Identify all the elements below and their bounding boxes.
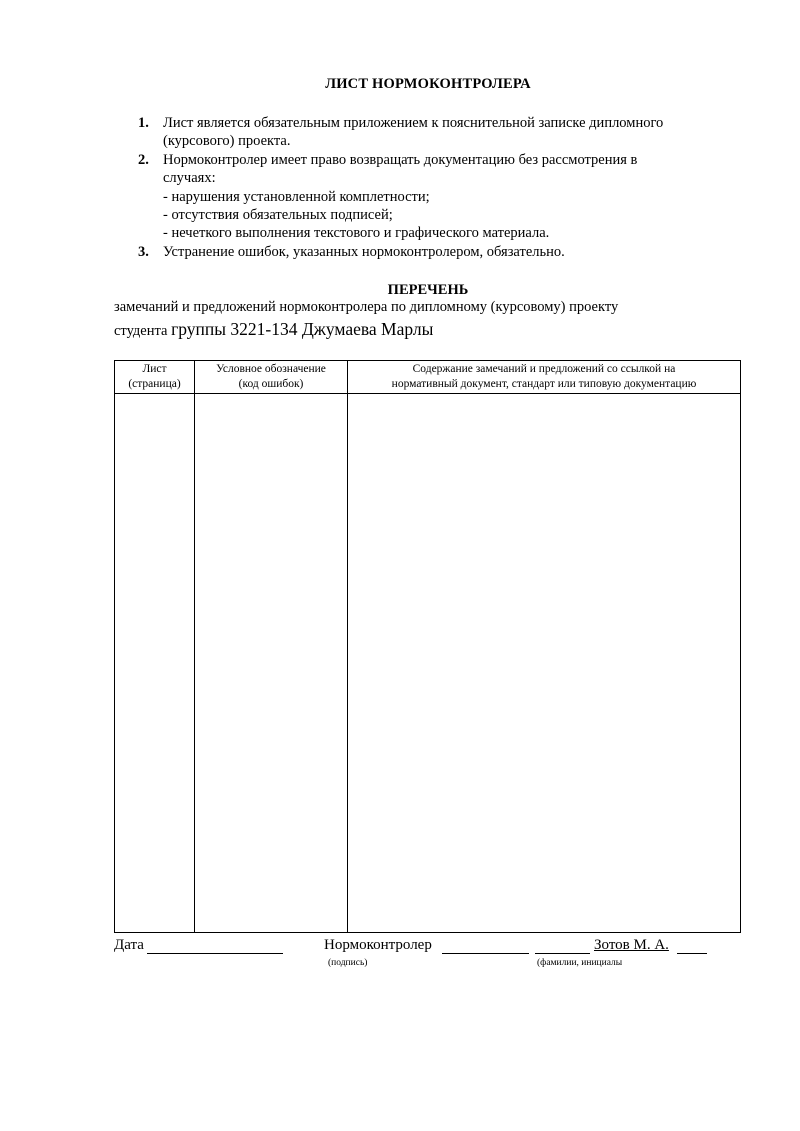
list-item-1 bbox=[138, 114, 738, 151]
item-sub-line: - отсутствия обязательных подписей; bbox=[163, 207, 393, 224]
item-text-line: (курсового) проекта. bbox=[163, 133, 291, 150]
student-line bbox=[114, 319, 433, 340]
table-header-content bbox=[348, 362, 740, 392]
footer-signatures bbox=[114, 937, 754, 977]
signature-field[interactable] bbox=[442, 939, 529, 954]
table-header-code bbox=[195, 362, 347, 392]
item-sub-line: - нечеткого выполнения текстового и графического материала. bbox=[163, 225, 550, 242]
table-header-divider bbox=[115, 393, 740, 394]
item-text-line: Лист является обязательным приложением к пояснительной записке дипломного bbox=[163, 115, 664, 131]
item-text-line: Устранение ошибок, указанных нормоконтролером, обязательно. bbox=[163, 243, 565, 260]
item-text-line: случаях: bbox=[163, 170, 216, 187]
table-column-divider bbox=[194, 361, 195, 932]
perechen-title: ПЕРЕЧЕНЬ bbox=[387, 282, 469, 298]
list-item-2 bbox=[138, 151, 738, 188]
item-number: 2. bbox=[138, 151, 149, 168]
signature-caption: (подпись) bbox=[328, 958, 368, 968]
item-sub-line: - нарушения установленной комплетности; bbox=[163, 188, 430, 205]
student-value: группы 3221-134 Джумаева Марлы bbox=[171, 319, 434, 339]
signature-field-extra bbox=[535, 939, 590, 954]
date-field[interactable] bbox=[147, 939, 283, 954]
date-label: Дата bbox=[114, 937, 144, 953]
name-caption: (фамилии, инициалы bbox=[537, 958, 623, 968]
item-number: 3. bbox=[138, 243, 149, 260]
page-title: ЛИСТ НОРМОКОНТРОЛЕРА bbox=[325, 76, 531, 92]
header-line: Лист bbox=[142, 363, 167, 375]
name-underline bbox=[677, 939, 707, 954]
normocontroller-label: Нормоконтролер bbox=[324, 937, 432, 953]
student-prefix: студента bbox=[114, 323, 168, 339]
controller-name: Зотов М. А. bbox=[594, 937, 669, 953]
header-line: нормативный документ, стандарт или типовую документацию bbox=[391, 378, 697, 390]
header-line: Условное обозначение bbox=[216, 363, 326, 375]
item-text-line: Нормоконтролер имеет право возвращать документацию без рассмотрения в bbox=[163, 151, 638, 168]
list-item-3 bbox=[138, 243, 738, 261]
header-line: (страница) bbox=[128, 378, 181, 390]
header-line: (код ошибок) bbox=[238, 378, 304, 390]
table-column-divider bbox=[347, 361, 348, 932]
remarks-table bbox=[114, 360, 741, 933]
header-line: Содержание замечаний и предложений со ссылкой на bbox=[412, 363, 676, 375]
item-number: 1. bbox=[138, 115, 149, 131]
requirements-list bbox=[138, 114, 738, 261]
table-header-sheet bbox=[115, 362, 194, 392]
perechen-subtitle: замечаний и предложений нормоконтролера по дипломному (курсовому) проекту bbox=[114, 299, 619, 315]
